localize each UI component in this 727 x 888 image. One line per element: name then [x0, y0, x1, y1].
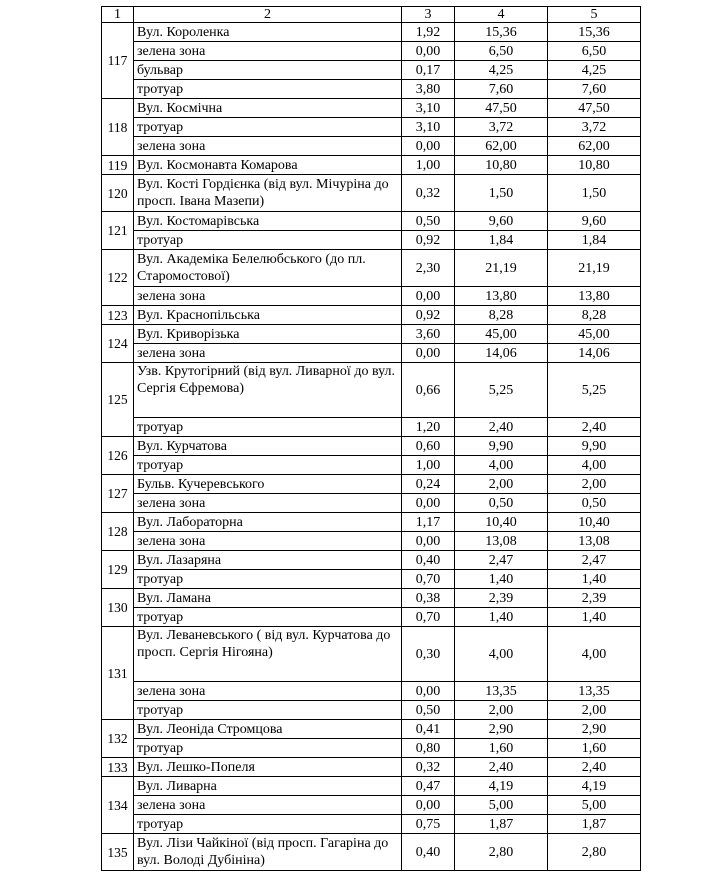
value-col-4: 21,19	[455, 250, 548, 287]
street-name: зелена зона	[134, 42, 402, 61]
table-row	[102, 796, 641, 815]
value-col-3: 0,32	[402, 758, 455, 777]
value-col-5: 5,25	[548, 363, 641, 418]
table-row	[102, 437, 641, 456]
value-col-4: 6,50	[455, 42, 548, 61]
value-col-5: 15,36	[548, 23, 641, 42]
value-col-3: 3,80	[402, 80, 455, 99]
street-name: Вул. Костомарівська	[134, 212, 402, 231]
value-col-4: 62,00	[455, 137, 548, 156]
value-col-4: 5,25	[455, 363, 548, 418]
value-col-3: 0,00	[402, 796, 455, 815]
value-col-5: 45,00	[548, 325, 641, 344]
value-col-3: 2,30	[402, 250, 455, 287]
street-name: Вул. Лабораторна	[134, 513, 402, 532]
value-col-3: 0,66	[402, 363, 455, 418]
value-col-4: 1,87	[455, 815, 548, 834]
value-col-3: 0,40	[402, 551, 455, 570]
table-row	[102, 456, 641, 475]
value-col-5: 10,80	[548, 156, 641, 175]
street-name: Вул. Краснопільська	[134, 306, 402, 325]
value-col-5: 4,19	[548, 777, 641, 796]
value-col-4: 10,80	[455, 156, 548, 175]
table-row	[102, 99, 641, 118]
street-name: Вул. Леоніда Стромцова	[134, 720, 402, 739]
value-col-3: 0,50	[402, 701, 455, 720]
street-name: Бульв. Кучеревського	[134, 475, 402, 494]
value-col-5: 2,00	[548, 701, 641, 720]
value-col-4: 13,08	[455, 532, 548, 551]
value-col-5: 2,39	[548, 589, 641, 608]
header-col-4: 4	[455, 7, 548, 23]
value-col-4: 4,00	[455, 627, 548, 682]
table-row	[102, 627, 641, 682]
table-row	[102, 175, 641, 212]
value-col-5: 1,60	[548, 739, 641, 758]
value-col-3: 3,60	[402, 325, 455, 344]
table-row	[102, 231, 641, 250]
value-col-3: 1,00	[402, 456, 455, 475]
value-col-3: 1,20	[402, 418, 455, 437]
table-row	[102, 608, 641, 627]
value-col-4: 1,50	[455, 175, 548, 212]
value-col-4: 1,60	[455, 739, 548, 758]
table-row	[102, 815, 641, 834]
value-col-4: 14,06	[455, 344, 548, 363]
table-row	[102, 532, 641, 551]
street-name: бульвар	[134, 61, 402, 80]
value-col-3: 0,60	[402, 437, 455, 456]
value-col-5: 9,60	[548, 212, 641, 231]
street-name: Вул. Академіка Белелюбського (до пл. Старомостової)	[134, 250, 402, 287]
value-col-3: 0,00	[402, 287, 455, 306]
value-col-5: 2,00	[548, 475, 641, 494]
value-col-5: 1,84	[548, 231, 641, 250]
value-col-4: 2,40	[455, 758, 548, 777]
row-number: 127	[102, 475, 134, 513]
table-row	[102, 475, 641, 494]
table-row	[102, 494, 641, 513]
table-row	[102, 212, 641, 231]
street-name: зелена зона	[134, 682, 402, 701]
row-number: 131	[102, 627, 134, 720]
row-number: 135	[102, 834, 134, 871]
value-col-3: 0,00	[402, 42, 455, 61]
value-col-5: 13,35	[548, 682, 641, 701]
street-name: зелена зона	[134, 494, 402, 513]
value-col-3: 0,00	[402, 494, 455, 513]
value-col-3: 0,30	[402, 627, 455, 682]
value-col-4: 1,40	[455, 570, 548, 589]
table-row	[102, 80, 641, 99]
value-col-5: 13,80	[548, 287, 641, 306]
value-col-4: 9,90	[455, 437, 548, 456]
table-row	[102, 682, 641, 701]
table-row	[102, 834, 641, 871]
value-col-4: 13,35	[455, 682, 548, 701]
value-col-5: 21,19	[548, 250, 641, 287]
value-col-3: 3,10	[402, 118, 455, 137]
value-col-3: 0,70	[402, 570, 455, 589]
value-col-5: 10,40	[548, 513, 641, 532]
value-col-3: 0,47	[402, 777, 455, 796]
row-number: 126	[102, 437, 134, 475]
value-col-4: 2,00	[455, 701, 548, 720]
row-number: 129	[102, 551, 134, 589]
value-col-4: 4,25	[455, 61, 548, 80]
value-col-5: 1,50	[548, 175, 641, 212]
value-col-3: 0,00	[402, 137, 455, 156]
row-number: 122	[102, 250, 134, 306]
table-row	[102, 551, 641, 570]
value-col-3: 0,92	[402, 231, 455, 250]
value-col-5: 2,40	[548, 758, 641, 777]
street-name: тротуар	[134, 815, 402, 834]
value-col-5: 62,00	[548, 137, 641, 156]
street-name: тротуар	[134, 418, 402, 437]
street-name: Вул. Леваневського ( від вул. Курчатова до просп. Сергія Нігояна)	[134, 627, 402, 682]
table-row	[102, 777, 641, 796]
row-number: 121	[102, 212, 134, 250]
row-number: 120	[102, 175, 134, 212]
table-row	[102, 570, 641, 589]
value-col-5: 9,90	[548, 437, 641, 456]
value-col-4: 2,00	[455, 475, 548, 494]
value-col-4: 3,72	[455, 118, 548, 137]
value-col-5: 14,06	[548, 344, 641, 363]
header-row	[102, 7, 641, 23]
value-col-4: 1,84	[455, 231, 548, 250]
value-col-4: 15,36	[455, 23, 548, 42]
row-number: 123	[102, 306, 134, 325]
header-col-2: 2	[134, 7, 402, 23]
value-col-5: 5,00	[548, 796, 641, 815]
row-number: 134	[102, 777, 134, 834]
street-name: тротуар	[134, 231, 402, 250]
value-col-5: 6,50	[548, 42, 641, 61]
value-col-3: 0,00	[402, 344, 455, 363]
value-col-5: 2,40	[548, 418, 641, 437]
value-col-5: 4,00	[548, 456, 641, 475]
value-col-3: 0,32	[402, 175, 455, 212]
street-name: Вул. Лешко-Попеля	[134, 758, 402, 777]
street-name: Вул. Лазаряна	[134, 551, 402, 570]
street-name: тротуар	[134, 80, 402, 99]
value-col-4: 8,28	[455, 306, 548, 325]
table-row	[102, 344, 641, 363]
value-col-3: 0,75	[402, 815, 455, 834]
value-col-4: 4,00	[455, 456, 548, 475]
row-number: 132	[102, 720, 134, 758]
street-name: тротуар	[134, 118, 402, 137]
table-row	[102, 701, 641, 720]
value-col-3: 1,00	[402, 156, 455, 175]
value-col-5: 2,47	[548, 551, 641, 570]
value-col-5: 1,40	[548, 570, 641, 589]
value-col-5: 4,25	[548, 61, 641, 80]
value-col-3: 0,24	[402, 475, 455, 494]
row-number: 118	[102, 99, 134, 156]
street-name: Вул. Космонавта Комарова	[134, 156, 402, 175]
value-col-4: 0,50	[455, 494, 548, 513]
street-name: зелена зона	[134, 344, 402, 363]
value-col-3: 1,17	[402, 513, 455, 532]
street-name: Вул. Курчатова	[134, 437, 402, 456]
value-col-4: 13,80	[455, 287, 548, 306]
value-col-5: 13,08	[548, 532, 641, 551]
value-col-3: 0,92	[402, 306, 455, 325]
value-col-5: 3,72	[548, 118, 641, 137]
value-col-4: 2,47	[455, 551, 548, 570]
street-name: Вул. Кості Гордієнка (від вул. Мічуріна до просп. Івана Мазепи)	[134, 175, 402, 212]
street-name: Вул. Короленка	[134, 23, 402, 42]
street-name: Вул. Ливарна	[134, 777, 402, 796]
table-row	[102, 23, 641, 42]
value-col-3: 0,38	[402, 589, 455, 608]
street-name: Вул. Криворізька	[134, 325, 402, 344]
street-name: зелена зона	[134, 137, 402, 156]
value-col-4: 47,50	[455, 99, 548, 118]
streets-table	[101, 6, 641, 871]
value-col-5: 47,50	[548, 99, 641, 118]
value-col-3: 1,92	[402, 23, 455, 42]
row-number: 125	[102, 363, 134, 437]
row-number: 133	[102, 758, 134, 777]
value-col-4: 2,90	[455, 720, 548, 739]
value-col-5: 2,90	[548, 720, 641, 739]
street-name: зелена зона	[134, 287, 402, 306]
value-col-4: 2,39	[455, 589, 548, 608]
row-number: 128	[102, 513, 134, 551]
value-col-5: 7,60	[548, 80, 641, 99]
header-col-3: 3	[402, 7, 455, 23]
value-col-3: 0,00	[402, 682, 455, 701]
table-row	[102, 720, 641, 739]
row-number: 130	[102, 589, 134, 627]
street-name: Узв. Крутогірний (від вул. Ливарної до вул. Сергія Єфремова)	[134, 363, 402, 418]
value-col-4: 2,40	[455, 418, 548, 437]
value-col-5: 1,40	[548, 608, 641, 627]
table-row	[102, 325, 641, 344]
street-name: тротуар	[134, 570, 402, 589]
value-col-5: 0,50	[548, 494, 641, 513]
value-col-3: 0,40	[402, 834, 455, 871]
value-col-4: 2,80	[455, 834, 548, 871]
header-col-5: 5	[548, 7, 641, 23]
value-col-4: 45,00	[455, 325, 548, 344]
value-col-4: 7,60	[455, 80, 548, 99]
street-name: Вул. Лізи Чайкіної (від просп. Гагаріна до вул. Володі Дубініна)	[134, 834, 402, 871]
value-col-3: 0,00	[402, 532, 455, 551]
row-number: 124	[102, 325, 134, 363]
street-name: тротуар	[134, 608, 402, 627]
value-col-4: 10,40	[455, 513, 548, 532]
table-row	[102, 42, 641, 61]
value-col-5: 8,28	[548, 306, 641, 325]
table-row	[102, 739, 641, 758]
table-row	[102, 118, 641, 137]
table-row	[102, 306, 641, 325]
header-col-1: 1	[102, 7, 134, 23]
value-col-3: 0,80	[402, 739, 455, 758]
value-col-5: 2,80	[548, 834, 641, 871]
table-row	[102, 589, 641, 608]
street-name: зелена зона	[134, 796, 402, 815]
table-row	[102, 758, 641, 777]
value-col-3: 0,17	[402, 61, 455, 80]
value-col-5: 1,87	[548, 815, 641, 834]
value-col-5: 4,00	[548, 627, 641, 682]
value-col-4: 1,40	[455, 608, 548, 627]
value-col-3: 0,50	[402, 212, 455, 231]
value-col-3: 0,70	[402, 608, 455, 627]
street-name: тротуар	[134, 739, 402, 758]
table-row	[102, 61, 641, 80]
table-row	[102, 250, 641, 287]
table-row	[102, 287, 641, 306]
table-row	[102, 156, 641, 175]
value-col-4: 9,60	[455, 212, 548, 231]
value-col-4: 5,00	[455, 796, 548, 815]
street-name: зелена зона	[134, 532, 402, 551]
row-number: 117	[102, 23, 134, 99]
street-name: Вул. Ламана	[134, 589, 402, 608]
value-col-3: 0,41	[402, 720, 455, 739]
street-name: тротуар	[134, 701, 402, 720]
value-col-4: 4,19	[455, 777, 548, 796]
value-col-3: 3,10	[402, 99, 455, 118]
table-row	[102, 363, 641, 418]
table-row	[102, 513, 641, 532]
row-number: 119	[102, 156, 134, 175]
table-row	[102, 137, 641, 156]
street-name: Вул. Космічна	[134, 99, 402, 118]
street-name: тротуар	[134, 456, 402, 475]
table-body	[102, 7, 641, 871]
table-row	[102, 418, 641, 437]
